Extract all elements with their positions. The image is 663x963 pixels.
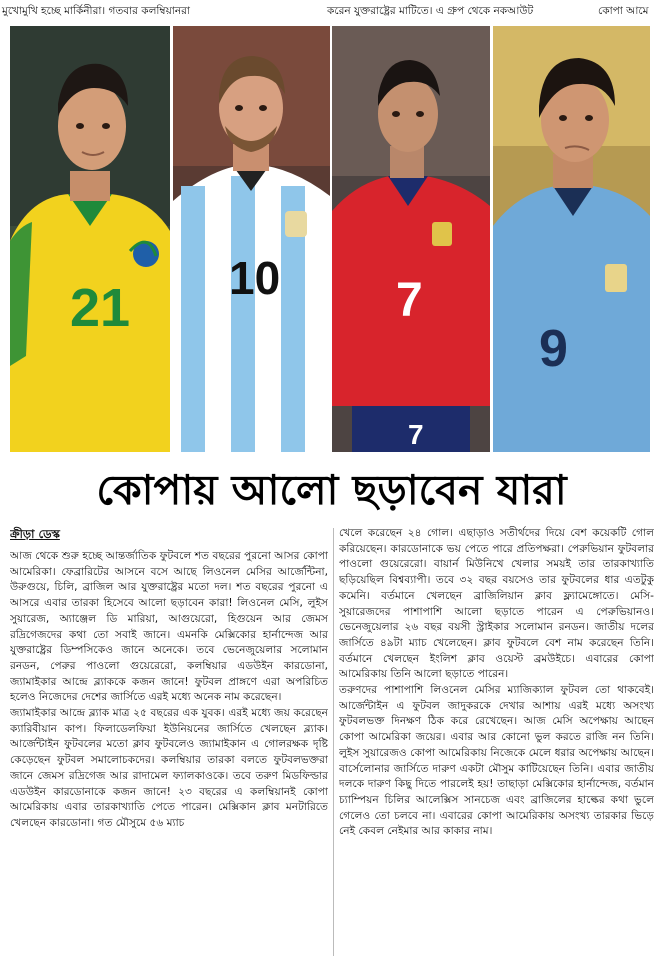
player-illustration: [332, 26, 490, 452]
previous-article-strip: [0, 0, 663, 22]
player-photo-yellow-21: [10, 26, 170, 452]
ticker-right-text: কোপা আমে: [598, 5, 649, 17]
shorts-number: 7: [408, 419, 424, 450]
jersey-number: 21: [70, 278, 131, 338]
ticker-left-text: মুখোমুখি হচ্ছে মার্কিনীরা। গতবার কলম্বিয়ানরা: [2, 5, 190, 17]
ticker-middle-text: করেন যুক্তরাষ্ট্রের মাটিতে। এ গ্রুপ থেকে নকআউট: [327, 5, 534, 17]
player-illustration: [173, 26, 330, 452]
jersey-number: 10: [229, 252, 281, 304]
jersey-number: 9: [539, 320, 568, 378]
player-illustration: [10, 26, 170, 452]
byline: ক্রীড়া ডেস্ক: [10, 527, 60, 541]
body-paragraph: জ্যামাইকার আন্দ্রে ব্ল্যাক মাত্র ২৫ বছরের এক যুবক। এরই মধ্যে জয় করেছেন ক্যারিবীয়ান কাপ। ফিলাডেলফিয়া ইউনিয়নের জার্সিতে খেলছেন ব্ল্যাক। আর্জেন্টাইন ফুটবলের মতো ক্লাব ফুটবলেও জ্যামাইকান এ গোলরক্ষক দৃষ্টি কেড়েছেন ফুটবল সমালোচকদের। কলম্বিয়ার তারকা বলতে ফুটবলভক্তরা জানে জেমস রদ্রিগেজ আর রাদামেল ফ্যালকাওকে। তবে তরুণ মিডফিল্ডার এডউইন কারডোনাকে কজন জানে! ২৩ বছরের এ কলম্বিয়ানই কোপা আমেরিকায় এবার তারকাখ্যাতি পেতে পারেন। মেক্সিকান ক্লাব মনটারিতে খেলছেন কারডোনা। গত মৌসুমে ৫৬ ম্যাচ: [10, 707, 328, 829]
player-photo-stripes-10: [173, 26, 330, 452]
player-illustration: [493, 26, 650, 452]
column-divider: [333, 528, 334, 956]
player-photo-lightblue-9: [493, 26, 650, 452]
article-headline: কোপায় আলো ছড়াবেন যারা: [96, 466, 567, 514]
article-column-left: [10, 526, 328, 958]
player-photo-strip: [10, 26, 650, 452]
body-paragraph: খেলে করেছেন ২৪ গোল। এছাড়াও সতীর্থদের দিয়ে বেশ কয়েকটি গোল করিয়েছেন। কারডোনাকে ভয় পেতে পারে প্রতিপক্ষরা। পেরুভিয়ান ফুটবলার পাওলো গুয়েরেরো। বায়ার্ন মিউনিখে খেলার সময়ই তার তারকাখ্যাতি ছড়িয়েছিল বিশ্বব্যাপী। তবে ৩২ বছর বয়সেও তার ফুটবলের ধার এতটুকু কমেনি। বর্তমানে খেলছেন ব্রাজিলিয়ান ক্লাব ফ্ল্যামেঙ্গোতে। মেসি-সুয়ারেজদের পাশাপাশি আলো ছড়াতে পারেন এ পেরুভিয়ানও। ভেনেজুয়েলার ২৬ বছর বয়সী স্ট্রাইকার সলোমান রনডন। জাতীয় দলের জার্সিতে ৪৯টা ম্যাচ খেলেছেন। ক্লাব ফুটবলে বেশ নাম করেছেন তিনি। বর্তমানে খেলছেন ইংলিশ ক্লাব ওয়েস্ট ব্রমউইচে। এবারের কোপা আমেরিকায় তিনি আলো ছড়াতে পারেন।: [339, 527, 654, 681]
body-paragraph: তরুণদের পাশাপাশি লিওনেল মেসির ম্যাজিক্যাল ফুটবল তো থাকবেই। আর্জেন্টাইন এ ফুটবল জাদুকরকে দেখার আশায় এরই মধ্যে অসংখ্য ফুটবলভক্ত দিনক্ষণ ঠিক করে রেখেছেন। আজ মেসি অপেক্ষায় আছেন কোপা আমেরিকা জয়ের। এবার আর কোনো ভুল করতে রাজি নন তিনি। লুইস সুয়ারেজও কোপা আমেরিকায় নিজেকে মেলে ধরার অপেক্ষায় আছেন। বার্সেলোনার জার্সিতে দারুণ একটা মৌসুম কাটিয়েছেন তিনি। এবার জাতীয় দলকে দারুণ কিছু দিতে পারলেই হয়! তাছাড়া মেক্সিকোর হার্নান্দেজ, বর্তমান চ্যাম্পিয়ন চিলির আলেক্সিস সানচেজ এবং ব্রাজিলের হাল্কের কথা ভুলে গেলেও তো চলবে না। এবারের কোপা আমেরিকায় অসংখ্য তারকার ভিড়ে নেই কেবল নেইমার আর কাকার নাম।: [339, 684, 654, 838]
player-photo-red-7: [332, 26, 490, 452]
jersey-number: 7: [396, 274, 423, 327]
body-paragraph: আজ থেকে শুরু হচ্ছে আন্তর্জাতিক ফুটবলে শত বছরের পুরনো আসর কোপা আমেরিকা। ফেব্রারিটের আসনে বসে আছে লিওনেল মেসির আর্জেন্টিনা, উরুগুয়ে, চিলি, ব্রাজিল আর যুক্তরাষ্ট্রের মতো দল। শত বছরের পুরনো এ আসরে এবার তারকা হিসেবে আলো ছড়াবেন কারা! লিওনেল মেসি, লুইস সুয়ারেজ, অ্যাঞ্জেল ডি মারিয়া, আগুয়েরো, হিগুয়েন আর জেমস রদ্রিগেজদের কথা তো সবাই জানে। এমনকি মেক্সিকোর হার্নান্দেজ আর যুক্তরাষ্ট্রের ডিম্পসিকেও জানে অনেকে। তবে ভেনেজুয়েলার সলোমান রনডন, পেরুর পাওলো গুয়েরেরো, কলম্বিয়ার এডউইন কারডোনা, জ্যামাইকার আন্দ্রে ব্ল্যাককে কজন জানে! ফুটবল প্রাঙ্গণে এরা অপরিচিত হলেও নিজেদের দেশের জার্সিতে এরই মধ্যে অনেক নাম করেছেন।: [10, 550, 328, 704]
article-column-right: [339, 526, 654, 958]
spacer: [10, 542, 328, 549]
